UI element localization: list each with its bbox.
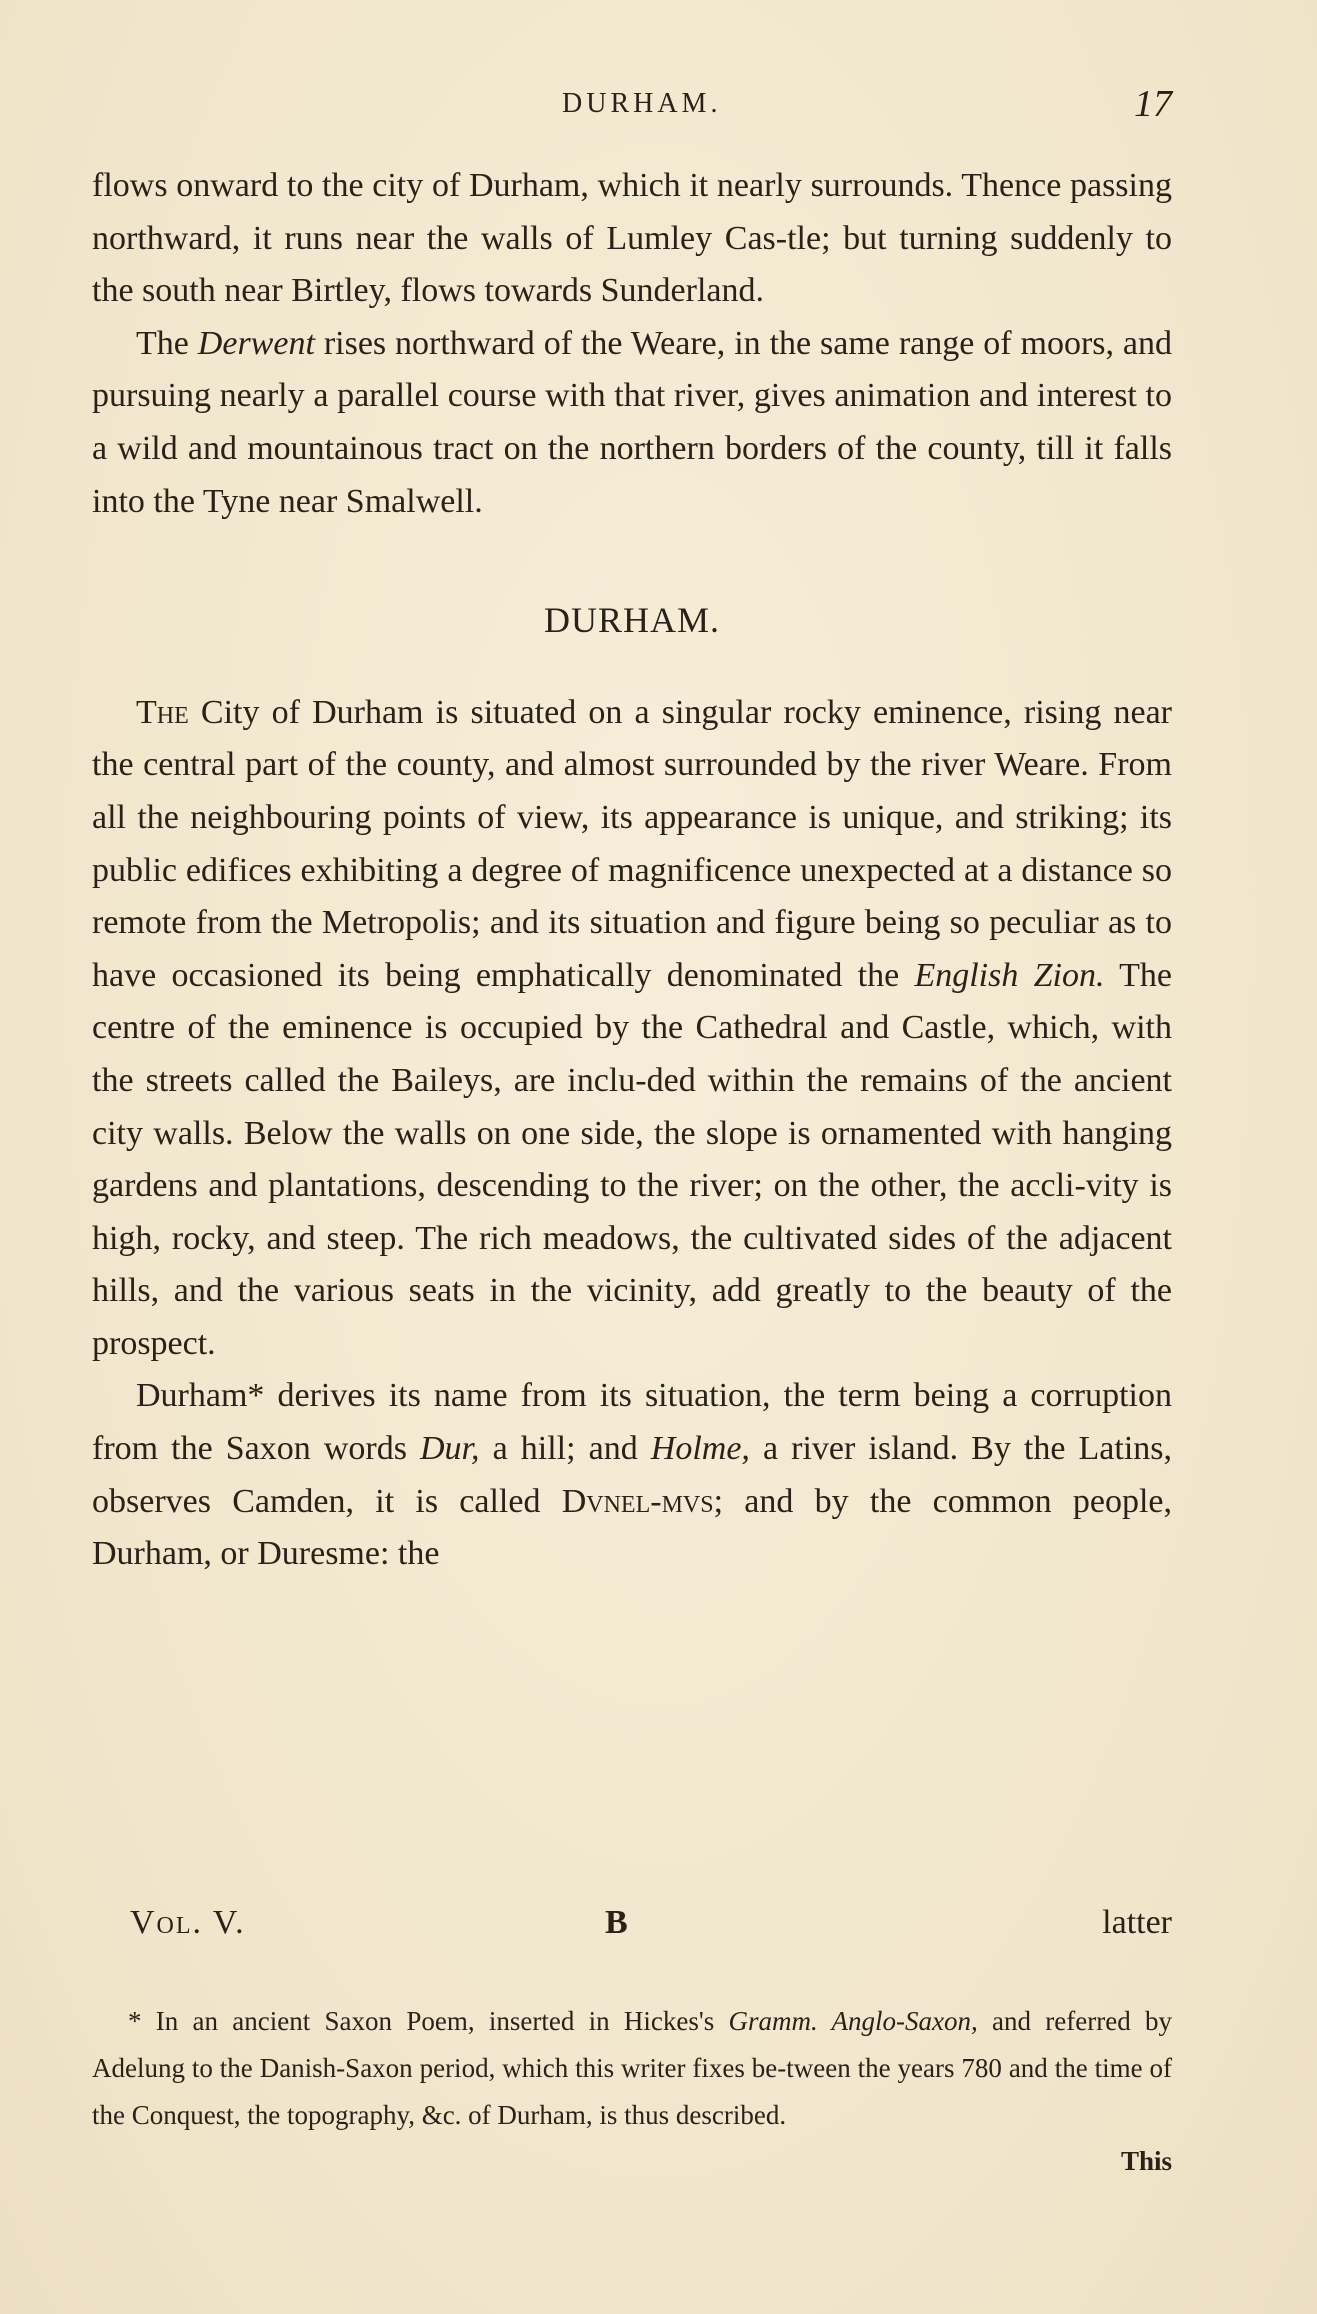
paragraph-etymology: Durham* derives its name from its situation, the term being a corruption from the Saxon words Dur, a hill; and Holme, a river island. By the Latins, observes Camden, it is called Dvnel-mvs; and by the common people, Durham, or Duresme: the [92,1377,1172,1573]
footnote-catchword: This [1120,2146,1172,2176]
running-title: DURHAM. [562,88,722,119]
english-zion-italic: English Zion. [914,956,1105,994]
latin-name: Dvnel-mvs [561,1482,714,1520]
section-heading: DURHAM. [543,600,720,641]
main-text [92,160,1172,1581]
footnote-italic-title: Gramm. Anglo-Saxon, [728,2006,978,2036]
derwent-italic: Derwent [197,324,315,362]
paragraph-derwent: The Derwent rises northward of the Weare, in the same range of moors, and pursuing nearly a parallel course with that river, gives animation and interest to a wild and mountainous tract on the northern borders of the county, till it falls into the Tyne near Smalwell. [92,324,1173,520]
page-header [92,83,1172,128]
signature-mark: B [605,1904,628,1941]
page-number: 17 [1134,83,1172,125]
paragraph-river-weare: flows onward to the city of Durham, which it nearly surrounds. Thence passing northward, it runs near the walls of Lumley Cas-tle; but turning suddenly to the south near Birtley, flows towards Sunderland. [92,167,1172,310]
drop-lead-word: The [136,693,189,731]
signature-line [130,1904,1172,1956]
paragraph-city-description: The City of Durham is situated on a singular rocky eminence, rising near the central part of the county, and almost surrounded by the river Weare. From all the neighbouring points of view, its appearance is unique, and striking; its public edifices exhibiting a degree of magnificence unexpected at a distance so remote from the Metropolis; and its situation and figure being so peculiar as to have occasioned its being emphatically denominated the English Zion. The centre of the eminence is occupied by the Cathedral and Castle, which, with the streets called the Baileys, are inclu-ded within the remains of the ancient city walls. Below the walls on one side, the slope is ornamented with hanging gardens and plantations, descending to the river; on the other, the accli-vity is high, rocky, and steep. The rich meadows, the cultivated sides of the adjacent hills, and the various seats in the vicinity, add greatly to the beauty of the prospect. [92,693,1172,1362]
volume-label: Vol. V. [130,1904,246,1941]
footnote: * In an ancient Saxon Poem, inserted in Hickes's Gramm. Anglo-Saxon, and referred by Adelung to the Danish-Saxon period, which this writer fixes be-tween the years 780 and the time of the Conquest, the topography, &c. of Durham, is thus described. [92,2006,1172,2130]
catchword: latter [1102,1904,1172,1941]
